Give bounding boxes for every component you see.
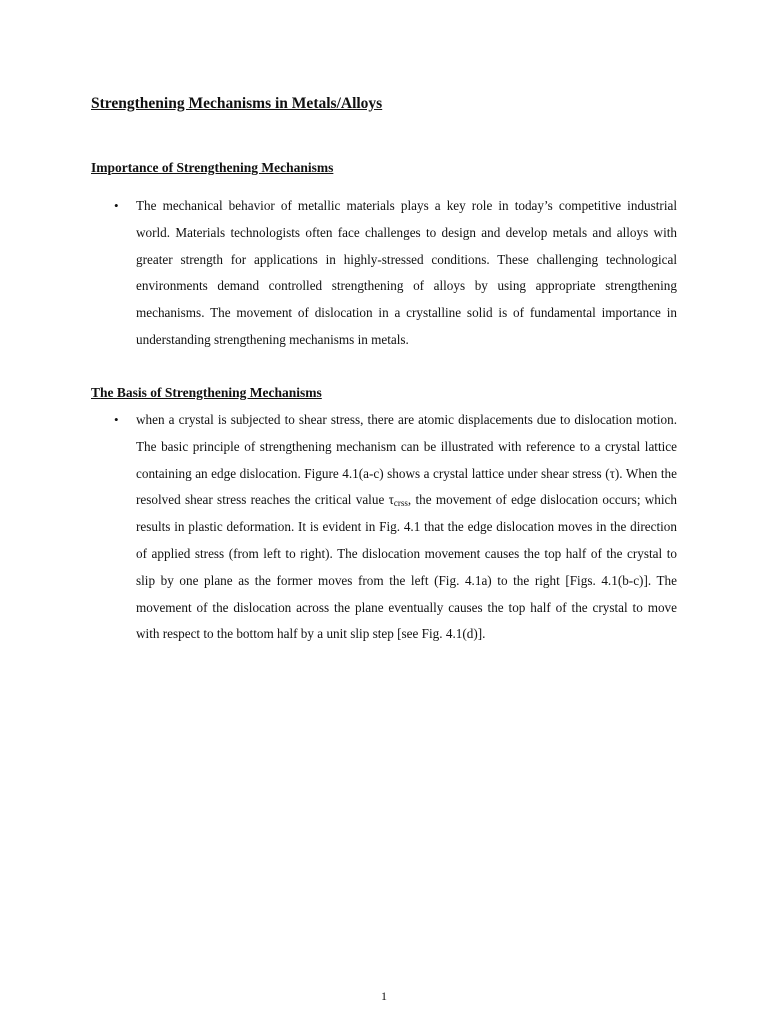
bullet-paragraph <box>136 407 677 648</box>
paragraph-text-part1: when a crystal is subjected to shear stress, there are atomic displacements due to dislocation motion. The basic principle of strengthening mechanism can be illustrated with reference to a crystal lattice containing an edge dislocation. Figure 4.1(a-c) shows a crystal lattice under shear stress (τ). When the resolved shear stress reaches the critical value τ <box>136 412 677 508</box>
subscript-crss: crss <box>393 498 408 509</box>
bullet-paragraph: The mechanical behavior of metallic materials plays a key role in today’s competitive industrial world. Materials technologists often face challenges to design and develop metals and alloys with greater strength for applications in highly-stressed conditions. These challenging technological environments demand controlled strengthening of alloys by using appropriate strengthening mechanisms. The movement of dislocation in a crystalline solid is of fundamental importance in understanding strengthening mechanisms in metals. <box>136 198 677 347</box>
section-heading-importance: Importance of Strengthening Mechanisms <box>91 160 334 175</box>
document-title: Strengthening Mechanisms in Metals/Alloys <box>91 95 383 112</box>
section-heading-basis: The Basis of Strengthening Mechanisms <box>91 385 322 400</box>
paragraph-text-part2: , the movement of edge dislocation occurs; which results in plastic deformation. It is evident in Fig. 4.1 that the edge dislocation moves in the direction of applied stress (from left to right). The dislocation movement causes the top half of the crystal to slip by one plane as the former moves from the left (Fig. 4.1a) to the right [Figs. 4.1(b-c)]. The movement of the dislocation across the plane eventually causes the top half of the crystal to move with respect to the bottom half by a unit slip step [see Fig. 4.1(d)]. <box>136 492 677 642</box>
bullet-icon: • <box>114 412 119 427</box>
page-number: 1 <box>381 989 387 1003</box>
bullet-icon: • <box>114 198 119 213</box>
